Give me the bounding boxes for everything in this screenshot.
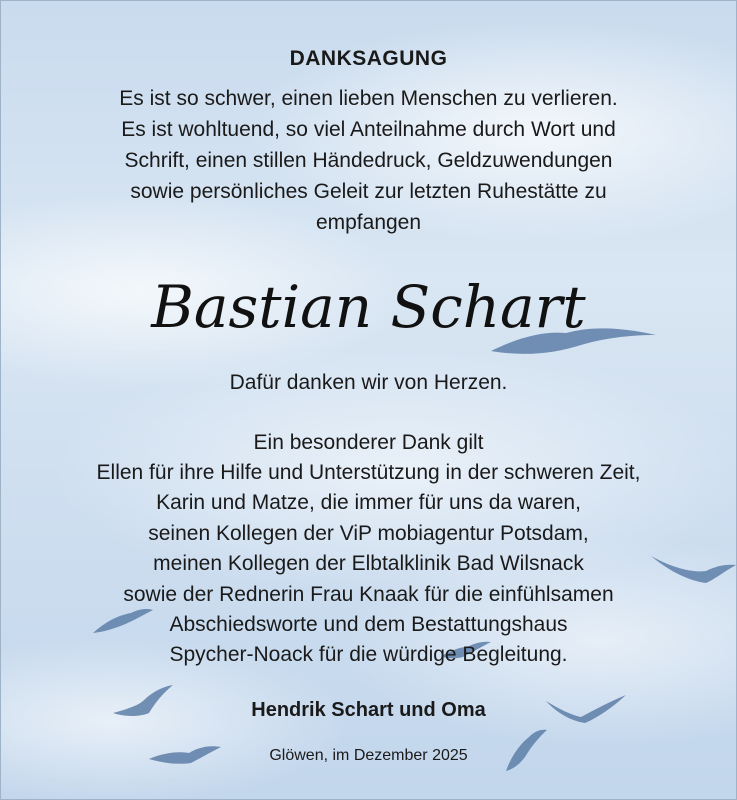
intro-line: Schrift, einen stillen Händedruck, Geldzuwendungen [124, 149, 613, 172]
intro-paragraph [69, 83, 669, 238]
deceased-name: Bastian Schart [151, 273, 586, 341]
special-thanks-list [1, 458, 736, 671]
special-thanks-lead: Ein besonderer Dank gilt [253, 431, 484, 454]
special-thanks-line: Abschiedsworte und dem Bestattungshaus [169, 613, 568, 637]
special-thanks-line: Karin und Matze, die immer für uns da waren, [156, 491, 581, 515]
signature: Hendrik Schart und Oma [251, 698, 486, 721]
special-thanks-line: seinen Kollegen der ViP mobiagentur Potsdam, [148, 521, 589, 545]
notice-heading: DANKSAGUNG [289, 47, 448, 70]
special-thanks-line: sowie der Rednerin Frau Knaak für die einfühlsamen [123, 582, 614, 606]
intro-line: sowie persönliches Geleit zur letzten Ruhestätte zu [130, 180, 607, 203]
intro-line: Es ist wohltuend, so viel Anteilnahme durch Wort und [121, 118, 616, 141]
intro-line: empfangen [315, 211, 422, 234]
place-date: Glöwen, im Dezember 2025 [269, 746, 468, 764]
special-thanks-line: Ellen für ihre Hilfe und Unterstützung in der schweren Zeit, [96, 461, 641, 484]
notice-content [1, 1, 736, 767]
special-thanks-line: Spycher-Noack für die würdige Begleitung. [169, 643, 568, 667]
intro-line: Es ist so schwer, einen lieben Menschen zu verlieren. [119, 87, 618, 110]
special-thanks-line: meinen Kollegen der Elbtalklinik Bad Wilsnack [153, 552, 584, 576]
thanks-line: Dafür danken wir von Herzen. [229, 371, 508, 394]
